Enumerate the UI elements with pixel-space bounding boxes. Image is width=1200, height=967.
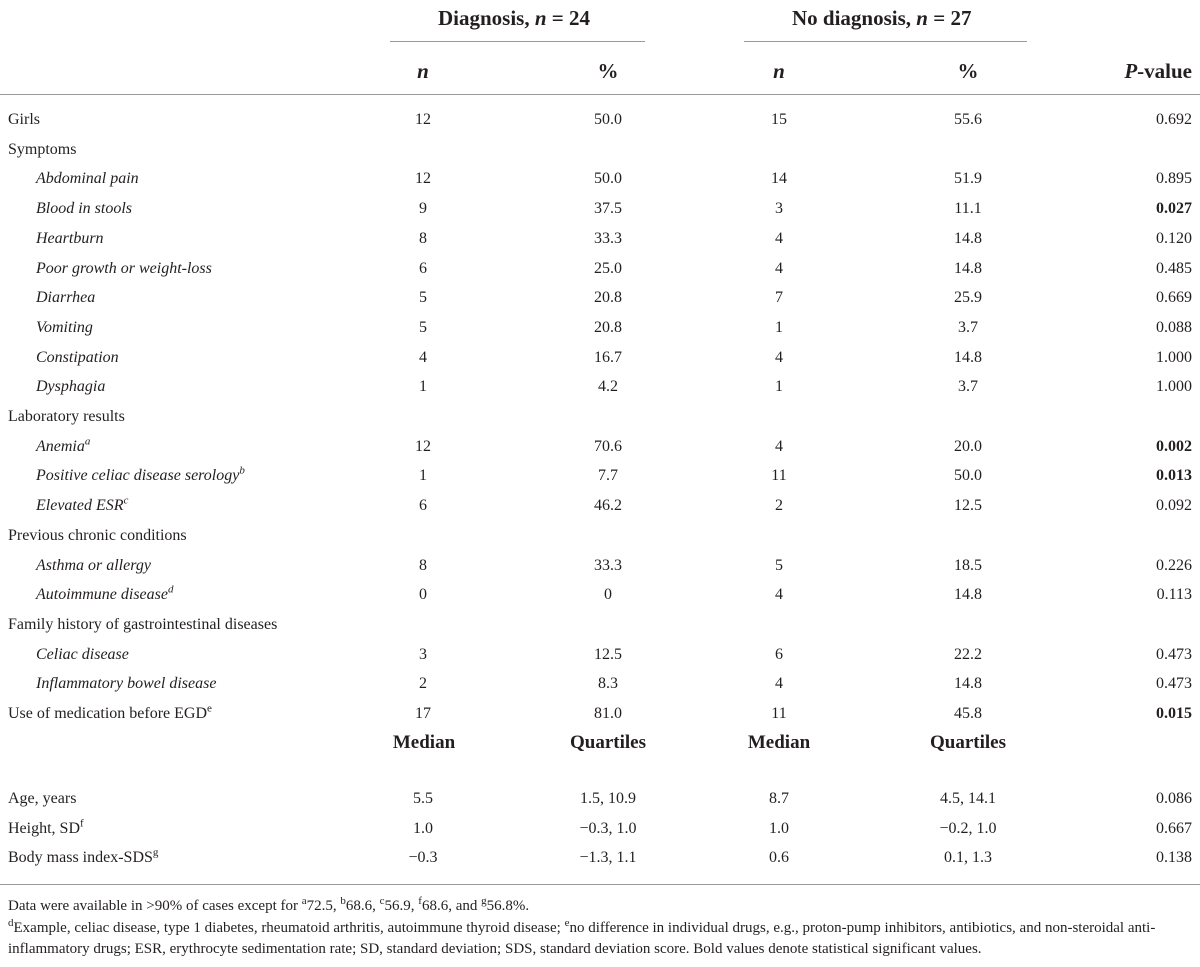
group-header-diagnosis-value: = 24 [546,6,591,30]
footnote-val-g: 56.8%. [486,898,530,914]
cell-median-no-diagnosis: 8.7 [769,790,789,807]
footnote-val-a: 72.5, [306,898,341,914]
footnote-sup-a: a [301,895,307,907]
table-row [0,610,1200,640]
row-label-text: Body mass index-SDS [8,849,153,867]
row-label-footnote-mark: a [84,435,91,448]
cell-quartiles-diagnosis: −1.3, 1.1 [579,849,637,867]
table-row [0,521,1200,551]
row-label [36,200,132,218]
cell-n-no-diagnosis: 15 [771,111,787,128]
group-header-no-diagnosis-value: = 27 [927,6,972,30]
col-header-pct2 [918,59,1018,84]
subheader-quartiles1 [548,732,668,754]
row-label [36,378,105,396]
group-header-diagnosis-n: n [534,6,547,30]
row-label [36,583,174,604]
cell-pct-no-diagnosis: 20.0 [954,437,982,455]
cell-n-diagnosis: 5 [419,318,427,336]
group-header-diagnosis-label: Diagnosis, [438,6,535,30]
row-label [8,702,212,723]
cell-pvalue: 0.015 [1156,705,1192,722]
cell-pvalue: 0.120 [1156,229,1192,247]
row-label-text: Heartburn [36,229,104,247]
table-row [0,491,1200,521]
cell-pct-diagnosis: 50.0 [594,170,622,188]
cell-pvalue: 0.086 [1156,790,1192,807]
row-label-text: Symptoms [8,140,77,158]
cell-quartiles-diagnosis: 1.5, 10.9 [580,790,636,807]
row-label [36,289,95,307]
row-label [36,675,216,693]
cell-median-diagnosis: −0.3 [408,849,438,867]
cell-pct-no-diagnosis: 22.2 [954,645,982,663]
footnote-sup-c: c [379,895,385,907]
bottom-rule [0,884,1200,885]
cell-n-no-diagnosis: 6 [775,645,783,663]
cell-median-diagnosis: 5.5 [413,790,433,807]
row-label [36,230,104,248]
row-label [8,141,76,159]
cell-pct-no-diagnosis: 14.8 [954,586,982,604]
cell-n-no-diagnosis: 2 [775,497,783,515]
row-label-footnote-mark: c [123,494,129,507]
row-label [36,260,212,278]
cell-n-diagnosis: 17 [415,705,431,722]
table-row [0,313,1200,343]
row-label [36,467,245,485]
cell-pct-no-diagnosis: 14.8 [954,259,982,277]
table-row [0,194,1200,224]
footnote-sup-e: e [564,917,570,929]
row-label-footnote-mark: g [152,847,159,860]
cell-pct-diagnosis: 46.2 [594,497,622,515]
cell-quartiles-no-diagnosis: −0.2, 1.0 [939,819,997,837]
col-header-n2-text: n [773,59,785,83]
row-label-text: Abdominal pain [36,170,139,188]
col-header-pct1 [558,59,658,84]
table-row [0,254,1200,284]
footnote-availability-text: Data were available in >90% of cases except for [8,898,302,914]
row-label-text: Dysphagia [36,378,106,396]
cell-pvalue: 0.667 [1156,819,1192,837]
row-label [36,435,91,456]
row-label-text: Laboratory results [8,408,125,425]
row-label-footnote-mark: b [239,465,245,478]
row-label [36,646,129,664]
cell-n-no-diagnosis: 1 [775,318,783,336]
cell-pvalue: 0.088 [1156,318,1192,336]
subheader-median2 [729,732,829,754]
row-label [8,111,40,129]
cell-pct-no-diagnosis: 50.0 [954,467,982,485]
table-row [0,164,1200,194]
cell-n-diagnosis: 12 [415,111,431,128]
cell-n-diagnosis: 2 [419,675,427,693]
cell-pct-no-diagnosis: 3.7 [958,318,978,336]
row-label-text: Girls [8,111,40,128]
row-label-text: Vomiting [36,318,93,336]
row-label-text: Asthma or allergy [36,556,151,574]
row-label [8,817,84,838]
row-label-text: Inflammatory bowel disease [36,675,217,693]
subheader-median2-text: Median [747,732,811,753]
table-row [0,432,1200,462]
footnote-e-text: no difference in individual drugs, e.g., proton-pump inhibitors, antibiotics, and non-steroidal anti-inflammatory drugs; ESR, erythrocyte sedimentation rate; SD, standard deviation; SDS, standard deviation score. Bold values denote statistical significant values. [8,920,1156,957]
cell-quartiles-diagnosis: −0.3, 1.0 [579,819,637,837]
footnote-availability [8,896,1194,917]
cell-pvalue: 0.473 [1156,675,1192,693]
footnote-sup-g: g [481,895,487,907]
col-header-n1 [403,59,443,84]
row-label [8,849,158,867]
cell-pct-diagnosis: 33.3 [594,556,622,574]
cell-pvalue: 0.226 [1156,556,1192,574]
cell-n-diagnosis: 9 [419,200,427,218]
table-row [0,640,1200,670]
cell-pct-no-diagnosis: 45.8 [954,705,982,722]
cell-pct-diagnosis: 33.3 [594,229,622,247]
cell-n-no-diagnosis: 14 [771,170,787,188]
cell-n-no-diagnosis: 7 [775,289,783,307]
cell-pvalue: 1.000 [1156,378,1192,396]
table-row [0,283,1200,313]
col-header-pct1-text: % [597,59,619,83]
cell-n-no-diagnosis: 1 [775,378,783,396]
subheader-quartiles1-text: Quartiles [570,732,646,753]
col-header-n1-text: n [417,59,429,83]
cell-pct-diagnosis: 81.0 [594,705,622,722]
cell-pvalue: 0.669 [1156,289,1192,307]
row-label-text: Diarrhea [36,289,96,307]
cell-pct-no-diagnosis: 14.8 [954,675,982,693]
footnote-d-text: Example, celiac disease, type 1 diabetes, rheumatoid arthritis, autoimmune thyroid disease; [13,920,565,936]
cell-pct-diagnosis: 70.6 [594,437,622,455]
cell-n-diagnosis: 3 [419,645,427,663]
row-label-footnote-mark: d [167,583,174,596]
row-label-text: Use of medication before EGD [8,705,208,722]
row-label [8,527,187,545]
cell-pct-no-diagnosis: 18.5 [954,556,982,574]
row-label [36,170,139,188]
cell-pct-diagnosis: 0 [604,586,612,604]
table-row [0,461,1200,491]
cell-n-diagnosis: 4 [419,348,427,366]
cell-quartiles-no-diagnosis: 4.5, 14.1 [940,790,996,807]
table-row [0,784,1200,814]
row-label [8,790,76,808]
footnote-val-f: 68.6, and [421,898,482,914]
row-label-text: Family history of gastrointestinal diseases [8,615,278,633]
table-row [0,551,1200,581]
table-row [0,372,1200,402]
row-label-text: Height, SD [8,819,80,837]
row-label-text: Blood in stools [36,200,133,218]
row-label [36,349,119,367]
table-row [0,843,1200,873]
cell-pct-no-diagnosis: 51.9 [954,170,982,188]
cell-n-no-diagnosis: 11 [771,705,787,722]
cell-n-no-diagnosis: 5 [775,556,783,574]
table-row [0,105,1200,135]
cell-median-no-diagnosis: 0.6 [769,849,789,867]
cell-pct-diagnosis: 50.0 [594,111,622,128]
col-header-pvalue-rest: -value [1137,59,1192,83]
cell-n-no-diagnosis: 4 [775,259,783,277]
row-label-footnote-mark: f [80,817,84,830]
table-row [0,699,1200,729]
cell-pct-no-diagnosis: 25.9 [954,289,982,307]
col-header-pct2-text: % [957,59,979,83]
row-label [8,616,277,634]
subheader-quartiles2 [908,732,1028,754]
cell-pvalue: 0.092 [1156,497,1192,515]
footnote-sup-f: f [418,895,422,907]
subheader-median1 [374,732,474,754]
cell-n-diagnosis: 8 [419,556,427,574]
row-label [36,494,129,515]
cell-n-no-diagnosis: 4 [775,437,783,455]
cell-n-diagnosis: 12 [415,170,431,188]
cell-pvalue: 0.013 [1156,467,1192,485]
col-header-pvalue [1124,59,1192,84]
footnote-val-b: 68.6, [345,898,380,914]
cell-pct-diagnosis: 37.5 [594,200,622,218]
footnote-sup-d: d [8,917,14,929]
col-header-pvalue-p: P [1124,59,1138,83]
row-label [36,557,151,575]
cell-n-diagnosis: 0 [419,586,427,604]
row-label-text: Positive celiac disease serology [36,467,240,485]
cell-pvalue: 0.002 [1156,437,1192,455]
cell-n-diagnosis: 8 [419,229,427,247]
table-row [0,343,1200,373]
cell-pct-no-diagnosis: 3.7 [958,378,978,396]
footnote-sup-b: b [340,895,346,907]
subheader-quartiles2-text: Quartiles [930,732,1006,753]
cell-pct-diagnosis: 20.8 [594,289,622,307]
cell-n-no-diagnosis: 4 [775,586,783,604]
table-row [0,580,1200,610]
subheader-median1-text: Median [392,732,456,753]
cell-pvalue: 1.000 [1156,348,1192,366]
cell-n-diagnosis: 5 [419,289,427,307]
row-label-text: Celiac disease [36,645,129,663]
cell-n-diagnosis: 12 [415,437,431,455]
cell-n-no-diagnosis: 11 [771,467,787,485]
cell-pvalue: 0.473 [1156,645,1192,663]
cell-n-no-diagnosis: 4 [775,348,783,366]
header-rule [0,94,1200,95]
cell-pct-no-diagnosis: 11.1 [954,200,982,218]
cell-median-diagnosis: 1.0 [413,819,433,837]
table-row [0,224,1200,254]
row-label [8,408,125,426]
table-row [0,669,1200,699]
cell-n-no-diagnosis: 4 [775,675,783,693]
group-header-no-diagnosis-label: No diagnosis, [792,6,917,30]
cell-pvalue: 0.692 [1156,111,1192,128]
group-header-no-diagnosis-n: n [916,6,928,30]
cell-pct-diagnosis: 7.7 [598,467,618,485]
cell-pvalue: 0.027 [1156,200,1192,218]
group-rule-diagnosis [390,41,645,42]
cell-pct-diagnosis: 4.2 [598,378,618,396]
table-row [0,402,1200,432]
table-row [0,814,1200,844]
col-header-n2 [759,59,799,84]
cell-n-no-diagnosis: 4 [775,229,783,247]
cell-n-diagnosis: 6 [419,259,427,277]
cell-pvalue: 0.138 [1156,849,1192,867]
cell-n-diagnosis: 1 [419,378,427,396]
row-label-text: Elevated ESR [36,497,124,515]
cell-pct-diagnosis: 12.5 [594,645,622,663]
row-label-text: Poor growth or weight-loss [36,259,212,277]
cell-pct-diagnosis: 20.8 [594,318,622,336]
group-header-diagnosis [438,6,590,31]
row-label-text: Autoimmune disease [36,586,168,604]
cell-pct-no-diagnosis: 14.8 [954,229,982,247]
cell-n-diagnosis: 6 [419,497,427,515]
cell-n-no-diagnosis: 3 [775,200,783,218]
table-row [0,135,1200,165]
cell-quartiles-no-diagnosis: 0.1, 1.3 [944,849,992,867]
cell-n-diagnosis: 1 [419,467,427,485]
group-header-no-diagnosis [792,6,971,31]
cell-pvalue: 0.485 [1156,259,1192,277]
cell-median-no-diagnosis: 1.0 [769,819,789,837]
cell-pct-no-diagnosis: 55.6 [954,111,982,128]
row-label-text: Constipation [36,348,119,366]
cell-pvalue: 0.895 [1156,170,1192,188]
cell-pct-diagnosis: 8.3 [598,675,618,693]
cell-pct-diagnosis: 25.0 [594,259,622,277]
row-label [36,319,93,337]
group-rule-no-diagnosis [744,41,1027,42]
cell-pct-no-diagnosis: 14.8 [954,348,982,366]
cell-pct-no-diagnosis: 12.5 [954,497,982,515]
footnote-val-c: 56.9, [384,898,419,914]
cell-pct-diagnosis: 16.7 [594,348,622,366]
cell-pvalue: 0.113 [1156,586,1192,604]
row-label-text: Age, years [8,790,77,807]
row-label-text: Anemia [36,437,85,455]
footnote-abbreviations [8,918,1194,960]
row-label-text: Previous chronic conditions [8,526,187,544]
row-label-footnote-mark: e [207,702,212,715]
